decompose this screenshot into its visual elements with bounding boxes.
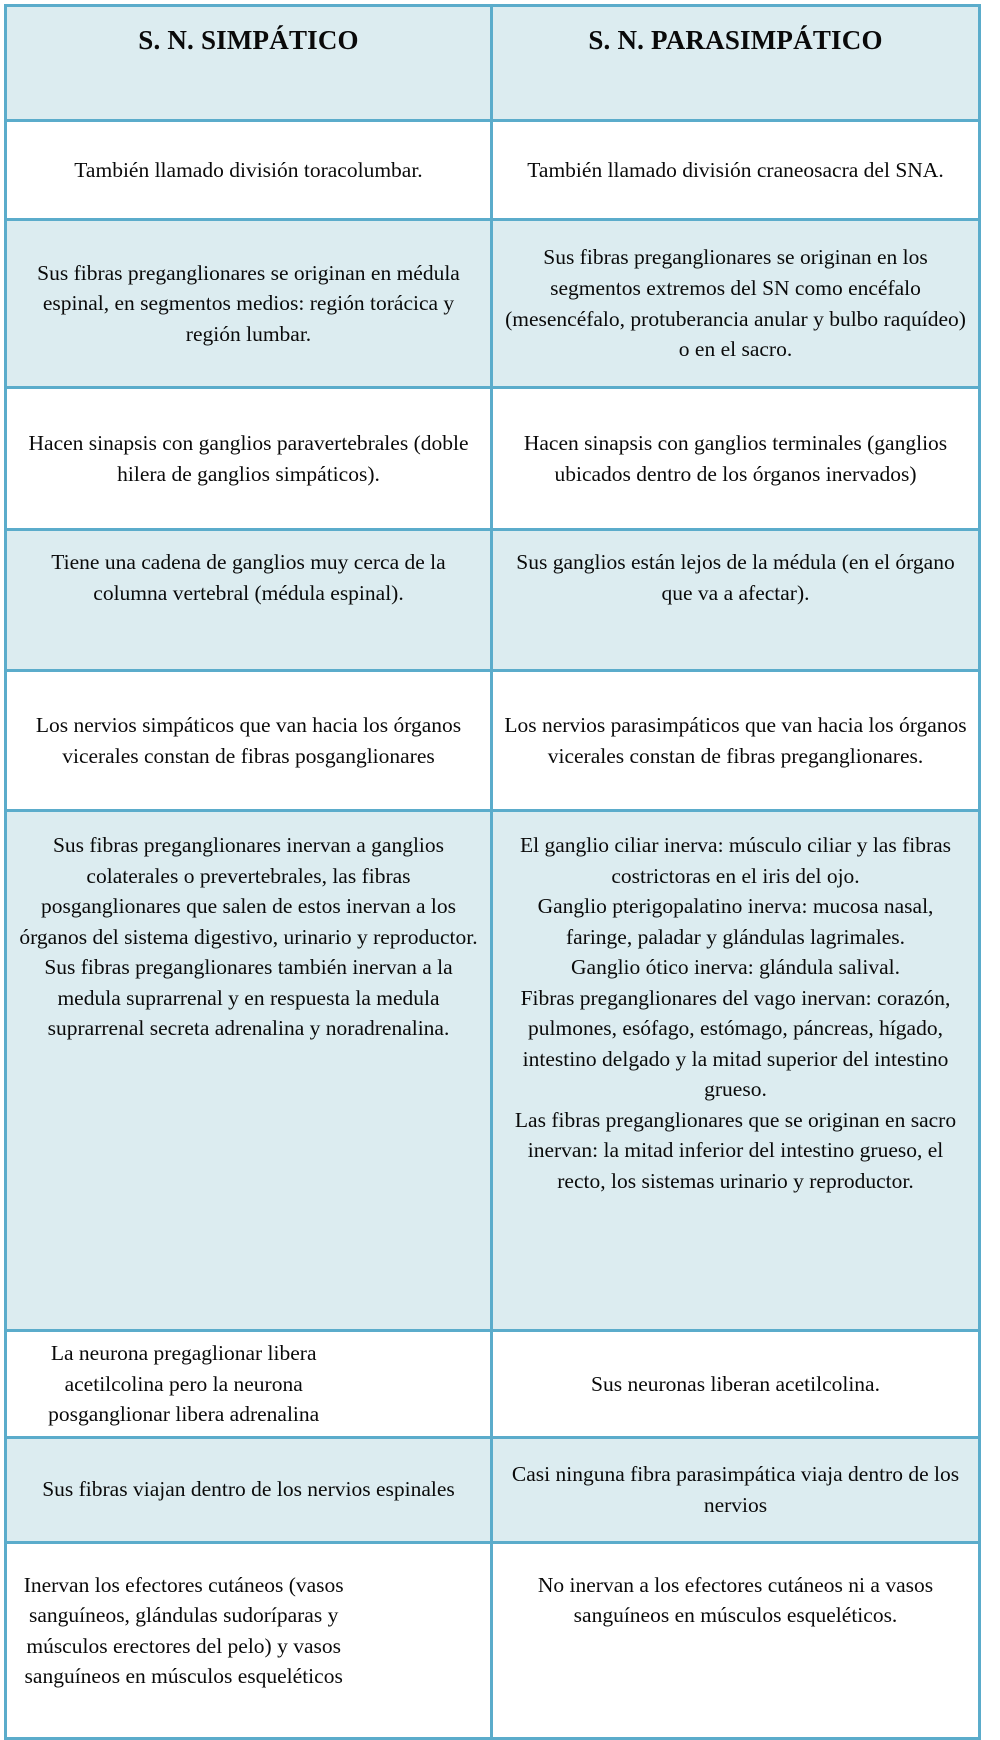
cell-sympathetic	[6, 811, 492, 1331]
cell-parasympathetic	[492, 530, 980, 671]
cell-text: Ganglio ótico inerva: glándula salival.	[571, 955, 900, 980]
column-header-sympathetic	[6, 6, 492, 121]
cell-text: Hacen sinapsis con ganglios terminales (ganglios ubicados dentro de los órganos inervados)	[523, 430, 948, 486]
cell-parasympathetic	[492, 121, 980, 220]
cell-text: Las fibras preganglionares que se originan en sacro inervan: la mitad inferior del intestino grueso, el recto, los sistemas urinario y reproductor.	[514, 1107, 957, 1193]
cell-parasympathetic	[492, 1331, 980, 1438]
cell-text: Los nervios simpáticos que van hacia los órganos vicerales constan de fibras posganglionares	[35, 712, 462, 768]
cell-text: Ganglio pterigopalatino inerva: mucosa nasal, faringe, paladar y glándulas lagrimales.	[537, 894, 934, 949]
table-row	[6, 220, 980, 388]
cell-sympathetic	[6, 220, 492, 388]
sympathetic-parasympathetic-comparison-table	[4, 4, 981, 1740]
table-row	[6, 671, 980, 811]
cell-text: Hacen sinapsis con ganglios paravertebrales (doble hilera de ganglios simpáticos).	[28, 430, 469, 486]
cell-sympathetic	[6, 1331, 492, 1438]
column-header-parasympathetic-label: S. N. PARASIMPÁTICO	[588, 25, 883, 55]
cell-sympathetic	[6, 530, 492, 671]
cell-parasympathetic	[492, 1542, 980, 1738]
cell-text: El ganglio ciliar inerva: músculo ciliar y las fibras costrictoras en el iris del ojo.	[519, 833, 952, 888]
cell-text: No inervan a los efectores cutáneos ni a vasos sanguíneos en músculos esqueléticos.	[537, 1572, 934, 1628]
cell-text: Sus fibras preganglionares también inervan a la medula suprarrenal y en respuesta la medula suprarrenal secreta adrenalina y noradrenalina.	[44, 955, 453, 1041]
cell-text: También llamado división toracolumbar.	[74, 157, 423, 182]
column-header-parasympathetic	[492, 6, 980, 121]
table-header-row	[6, 6, 980, 121]
cell-text: Sus neuronas liberan acetilcolina.	[591, 1371, 880, 1396]
cell-text: Sus fibras preganglionares se originan en los segmentos extremos del SN como encéfalo (mesencéfalo, protuberancia anular y bulbo raquídeo) o en el sacro.	[505, 245, 966, 362]
column-header-sympathetic-label: S. N. SIMPÁTICO	[138, 25, 359, 55]
cell-sympathetic	[6, 1542, 492, 1738]
table-row	[6, 811, 980, 1331]
cell-text: Casi ninguna fibra parasimpática viaja dentro de los nervios	[511, 1462, 960, 1517]
table-row	[6, 1542, 980, 1738]
cell-sympathetic	[6, 671, 492, 811]
cell-sympathetic	[6, 388, 492, 530]
cell-text: Fibras preganglionares del vago inervan: corazón, pulmones, esófago, estómago, páncreas, hígado, intestino delgado y la mitad superior del intestino grueso.	[520, 985, 951, 1102]
cell-text: La neurona pregaglionar libera acetilcolina pero la neurona posganglionar libera adrenalina	[48, 1341, 320, 1427]
table-row	[6, 388, 980, 530]
table-row	[6, 1331, 980, 1438]
cell-text: Los nervios parasimpáticos que van hacia los órganos vicerales constan de fibras preganglionares.	[504, 712, 967, 768]
cell-text: También llamado división craneosacra del SNA.	[527, 157, 944, 182]
cell-text: Sus ganglios están lejos de la médula (en el órgano que va a afectar).	[516, 550, 955, 605]
cell-sympathetic	[6, 121, 492, 220]
cell-sympathetic	[6, 1437, 492, 1542]
cell-parasympathetic	[492, 388, 980, 530]
cell-parasympathetic	[492, 220, 980, 388]
cell-parasympathetic	[492, 811, 980, 1331]
cell-text: Tiene una cadena de ganglios muy cerca de la columna vertebral (médula espinal).	[51, 550, 446, 605]
cell-parasympathetic	[492, 671, 980, 811]
cell-text: Sus fibras preganglionares inervan a ganglios colaterales o prevertebrales, las fibras posganglionares que salen de estos inervan a los órganos del sistema digestivo, urinario y reproductor.	[19, 833, 478, 949]
cell-text: Sus fibras preganglionares se originan en médula espinal, en segmentos medios: región torácica y región lumbar.	[37, 260, 460, 346]
cell-text: Inervan los efectores cutáneos (vasos sanguíneos, glándulas sudoríparas y músculos erectores del pelo) y vasos sanguíneos en músculos esqueléticos	[23, 1572, 344, 1689]
table-row	[6, 121, 980, 220]
cell-text: Sus fibras viajan dentro de los nervios espinales	[42, 1477, 455, 1502]
cell-parasympathetic	[492, 1437, 980, 1542]
table-row	[6, 1437, 980, 1542]
table-row	[6, 530, 980, 671]
